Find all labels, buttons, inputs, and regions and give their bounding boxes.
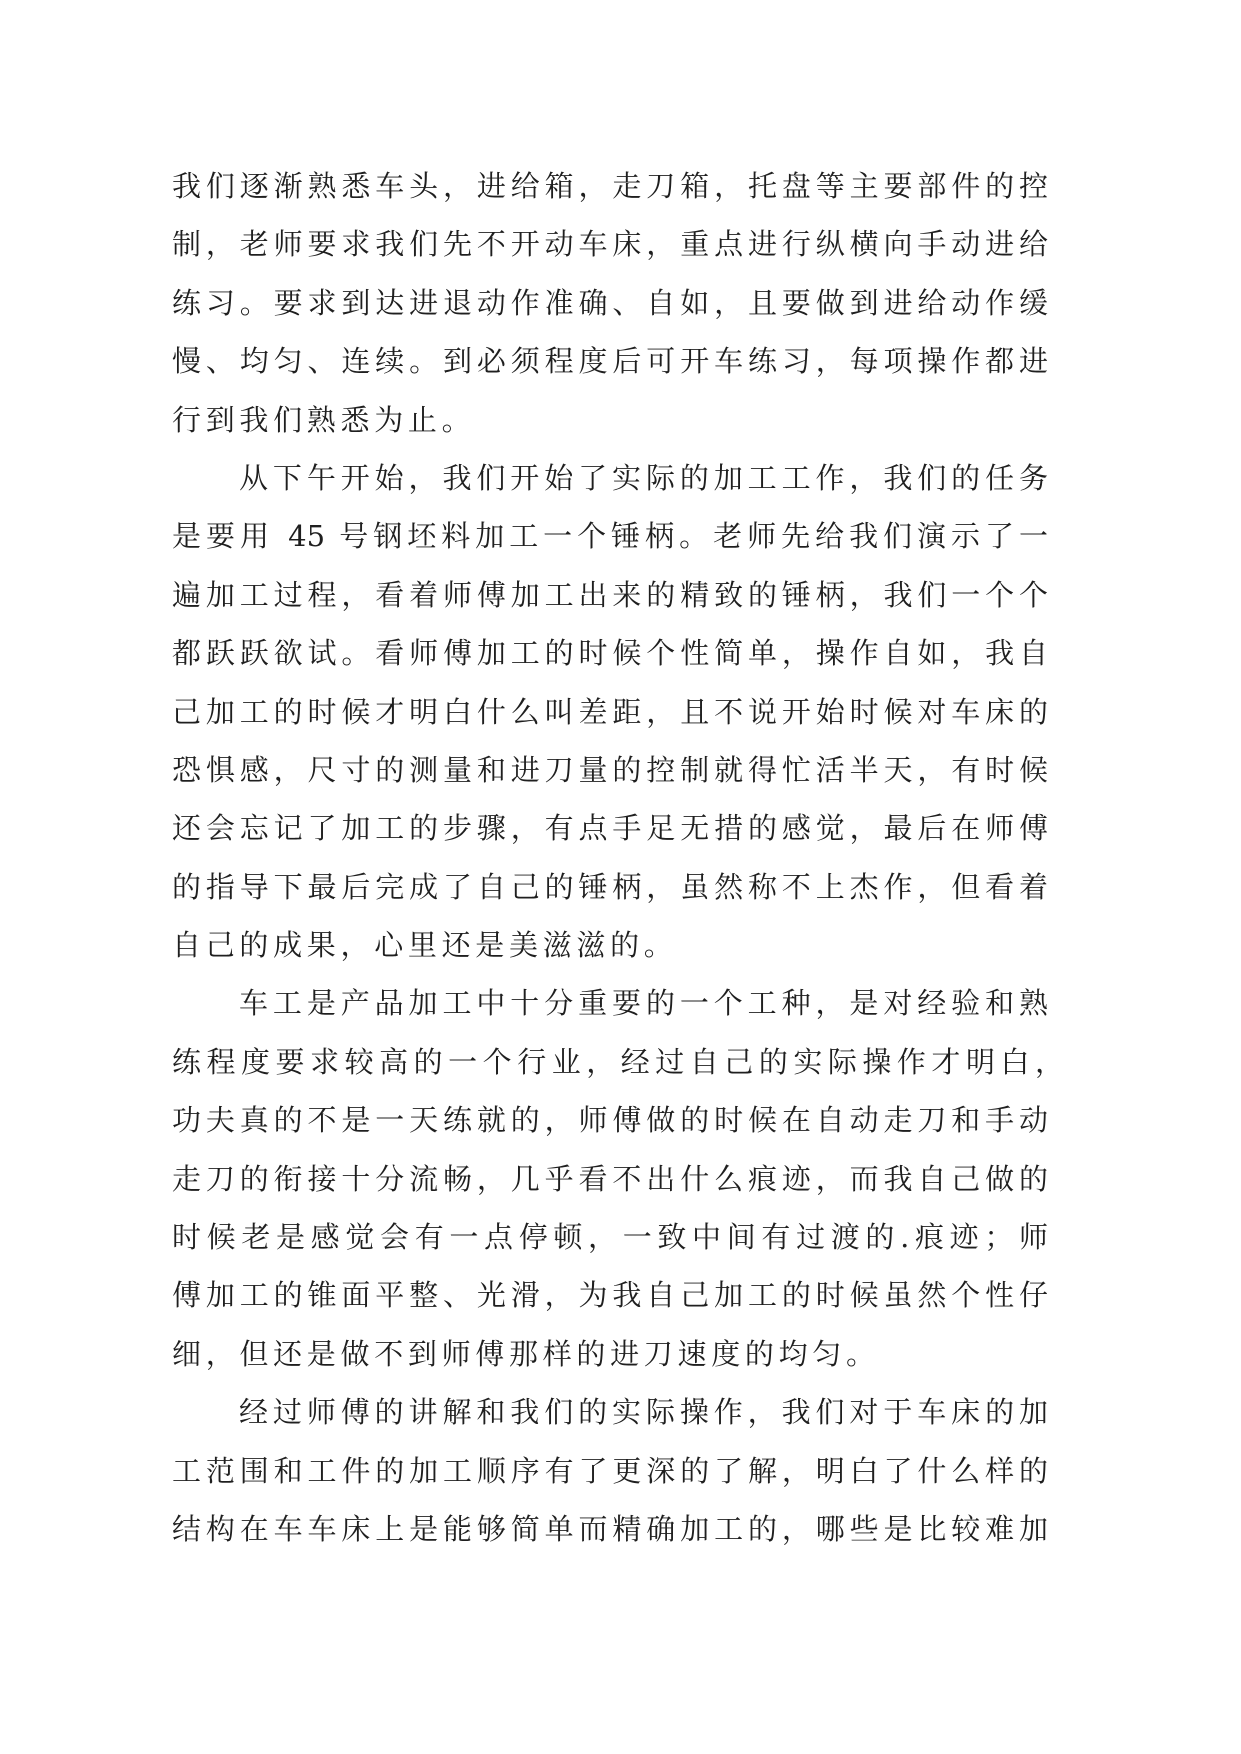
paragraph-first-line: 经过师傅的讲解和我们的实际操作，我们对于车床的加 — [239, 1395, 1048, 1430]
text-line: 时候老是感觉会有一点停顿，一致中间有过渡的.痕迹；师 — [172, 1220, 1048, 1255]
text-line: 的指导下最后完成了自己的锤柄，虽然称不上杰作，但看着 — [172, 869, 1048, 904]
text-line: 走刀的衔接十分流畅，几乎看不出什么痕迹，而我自己做的 — [172, 1161, 1048, 1196]
text-line: 自己的成果，心里还是美滋滋的。 — [172, 928, 678, 963]
paragraph-first-line: 从下午开始，我们开始了实际的加工工作，我们的任务 — [239, 460, 1048, 495]
text-line: 结构在车车床上是能够简单而精确加工的，哪些是比较难加 — [172, 1511, 1048, 1546]
text-line: 功夫真的不是一天练就的，师傅做的时候在自动走刀和手动 — [172, 1103, 1048, 1138]
text-line: 都跃跃欲试。看师傅加工的时候个性简单，操作自如，我自 — [172, 636, 1048, 671]
body-text — [172, 157, 1064, 1558]
text-line: 还会忘记了加工的步骤，有点手足无措的感觉，最后在师傅 — [172, 811, 1048, 846]
text-line: 制，老师要求我们先不开动车床，重点进行纵横向手动进给 — [172, 227, 1048, 262]
text-line: 傅加工的锥面平整、光滑，为我自己加工的时候虽然个性仔 — [172, 1278, 1048, 1313]
text-line: 练习。要求到达进退动作准确、自如，且要做到进给动作缓 — [172, 285, 1048, 320]
text-line: 我们逐渐熟悉车头，进给箱，走刀箱，托盘等主要部件的控 — [172, 169, 1048, 203]
text-line: 慢、均匀、连续。到必须程度后可开车练习，每项操作都进 — [172, 344, 1048, 379]
text-line: 恐惧感，尺寸的测量和进刀量的控制就得忙活半天，有时候 — [172, 752, 1048, 787]
text-line: 练程度要求较高的一个行业，经过自己的实际操作才明白， — [172, 1044, 1064, 1079]
text-line: 行到我们熟悉为止。 — [172, 402, 476, 437]
paragraph-first-line: 车工是产品加工中十分重要的一个工种，是对经验和熟 — [239, 986, 1048, 1021]
text-line: 遍加工过程，看着师傅加工出来的精致的锤柄，我们一个个 — [172, 577, 1048, 612]
text-line: 己加工的时候才明白什么叫差距，且不说开始时候对车床的 — [172, 694, 1048, 729]
text-line: 工范围和工件的加工顺序有了更深的了解，明白了什么样的 — [172, 1453, 1048, 1488]
text-line: 细，但还是做不到师傅那样的进刀速度的均匀。 — [172, 1336, 880, 1371]
text-line: 是要用 45 号钢坯料加工一个锤柄。老师先给我们演示了一 — [172, 519, 1048, 554]
